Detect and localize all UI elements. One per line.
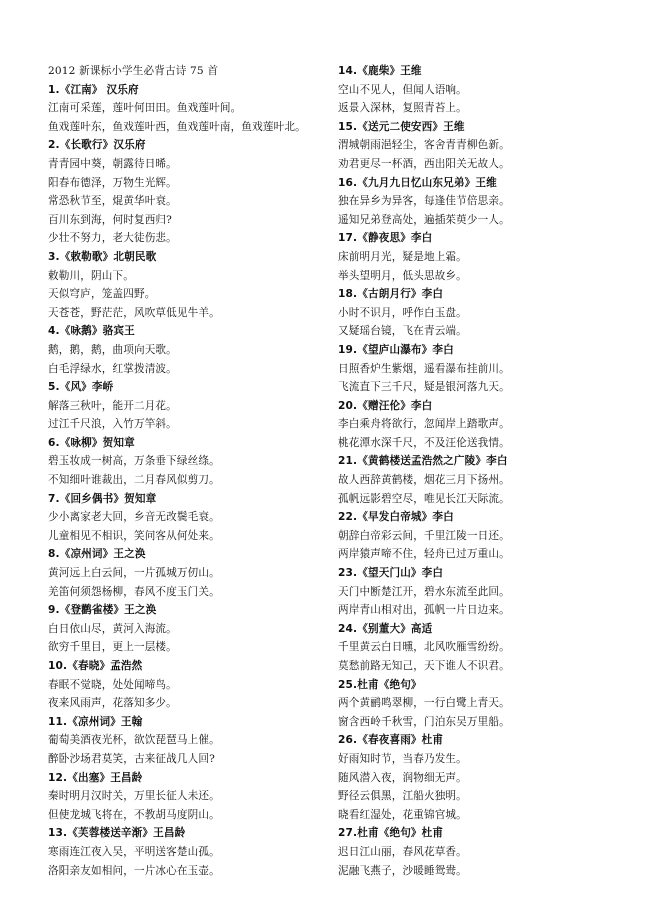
poem-line: 床前明月光，疑是地上霜。 [338, 250, 467, 263]
poem-heading: 4.《咏鹅》骆宾王 [48, 325, 135, 338]
poem-block [338, 62, 638, 118]
poem-line: 又疑瑶台镜，飞在青云端。 [338, 325, 467, 338]
poem-heading: 23.《望天门山》李白 [338, 567, 444, 580]
poem-heading: 2.《长歌行》汉乐府 [48, 139, 146, 152]
poem-block [338, 564, 638, 620]
poem-heading: 9.《登鹳雀楼》王之涣 [48, 604, 157, 617]
poem-heading: 3.《敕勒歌》北朝民歌 [48, 250, 157, 263]
poem-block [48, 824, 338, 880]
poem-line: 迟日江山丽，春风花草香。 [338, 845, 467, 858]
poem-block [48, 490, 338, 546]
poem-heading: 20.《赠汪伦》李白 [338, 399, 433, 412]
poem-line: 解落三秋叶，能开二月花。 [48, 399, 177, 412]
poem-heading: 12.《出塞》王昌龄 [48, 771, 143, 784]
poem-block [48, 322, 338, 378]
poem-line: 天门中断楚江开，碧水东流至此回。 [338, 585, 510, 598]
poem-heading: 26.《春夜喜雨》杜甫 [338, 734, 444, 747]
poem-line: 秦时明月汉时关，万里长征人未还。 [48, 790, 220, 803]
poem-heading: 10.《春晓》孟浩然 [48, 660, 143, 672]
poem-line: 劝君更尽一杯酒，西出阳关无故人。 [338, 157, 510, 170]
poem-block [48, 434, 338, 490]
poem-heading: 16.《九月九日忆山东兄弟》王维 [338, 176, 497, 189]
poem-heading: 7.《回乡偶书》贺知章 [48, 492, 157, 505]
poem-heading: 27.杜甫《绝句》杜甫 [338, 827, 444, 840]
poem-line: 羌笛何须怨杨柳，春风不度玉门关。 [48, 585, 220, 598]
poem-line: 朝辞白帝彩云间，千里江陵一日还。 [338, 529, 510, 542]
poem-line: 野径云俱黑，江船火独明。 [338, 790, 467, 803]
poem-line: 日照香炉生紫烟，遥看瀑布挂前川。 [338, 362, 510, 375]
poem-line: 白日依山尽，黄河入海流。 [48, 622, 177, 635]
poem-heading: 19.《望庐山瀑布》李白 [338, 343, 454, 356]
poem-heading: 5.《风》李峤 [48, 381, 114, 394]
poem-heading: 1.《江南》 汉乐府 [48, 83, 139, 96]
poem-block [338, 676, 638, 732]
poem-line: 晓看红湿处，花重锦官城。 [338, 808, 467, 821]
poem-line: 少壮不努力，老大徒伤悲。 [48, 232, 177, 245]
poem-heading: 24.《别董大》高适 [338, 622, 433, 635]
poem-block [338, 731, 638, 824]
poem-line: 白毛浮绿水，红掌拨清波。 [48, 362, 177, 375]
poem-line: 故人西辞黄鹤楼，烟花三月下扬州。 [338, 474, 510, 487]
poem-heading: 18.《古朗月行》李白 [338, 288, 444, 301]
poem-line: 春眠不觉晓，处处闻啼鸟。 [48, 678, 177, 691]
poem-block [338, 620, 638, 676]
poem-line: 两岸猿声啼不住，轻舟已过万重山。 [338, 548, 510, 561]
poem-line: 江南可采莲，莲叶何田田。鱼戏莲叶间。 [48, 102, 242, 115]
poem-line: 不知细叶谁裁出，二月春风似剪刀。 [48, 474, 220, 487]
poem-line: 千里黄云白日曛，北风吹雁雪纷纷。 [338, 641, 510, 654]
poem-heading: 15.《送元二使安西》王维 [338, 120, 465, 133]
poem-line: 寒雨连江夜入吴，平明送客楚山孤。 [48, 845, 220, 858]
poem-line: 孤帆远影碧空尽，唯见长江天际流。 [338, 492, 510, 505]
poem-line: 葡萄美酒夜光杯，欲饮琵琶马上催。 [48, 734, 220, 747]
poem-block [48, 248, 338, 322]
poem-line: 天似穹庐，笼盖四野。 [48, 288, 156, 301]
poem-line: 儿童相见不相识，笑问客从何处来。 [48, 529, 220, 542]
poem-heading: 8.《凉州词》王之涣 [48, 548, 146, 561]
poem-line: 桃花潭水深千尺，不及汪伦送我情。 [338, 436, 510, 449]
poem-block [338, 229, 638, 285]
poem-heading: 14.《鹿柴》王维 [338, 65, 422, 77]
poem-line: 遥知兄弟登高处，遍插茱萸少一人。 [338, 213, 510, 226]
poem-line: 欲穷千里目，更上一层楼。 [48, 641, 177, 654]
poem-line: 天苍苍，野茫茫，风吹草低见牛羊。 [48, 306, 220, 319]
poem-line: 百川东到海，何时复西归? [48, 213, 173, 226]
poem-block [338, 452, 638, 508]
poem-line: 窗含西岭千秋雪，门泊东吴万里船。 [338, 715, 510, 728]
poem-block [338, 341, 638, 397]
poem-line: 但使龙城飞将在，不教胡马度阴山。 [48, 808, 220, 821]
poem-heading: 25.杜甫《绝句》 [338, 678, 422, 691]
poem-block [48, 378, 338, 434]
poem-line: 青青园中葵，朝露待日晞。 [48, 157, 177, 170]
poem-line: 飞流直下三千尺，疑是银河落九天。 [338, 381, 510, 394]
poem-line: 渭城朝雨浥轻尘，客舍青青柳色新。 [338, 139, 510, 152]
poem-line: 好雨知时节，当春乃发生。 [338, 752, 467, 765]
right-column [338, 62, 638, 880]
poem-line: 李白乘舟将欲行，忽闻岸上踏歌声。 [338, 418, 510, 431]
poem-line: 鹅，鹅，鹅，曲项向天歌。 [48, 343, 177, 356]
poem-heading: 21.《黄鹤楼送孟浩然之广陵》李白 [338, 455, 508, 468]
poem-heading: 22.《早发白帝城》李白 [338, 511, 454, 524]
poem-line: 随风潜入夜，润物细无声。 [338, 771, 467, 784]
poem-line: 敕勒川，阴山下。 [48, 269, 134, 282]
poem-line: 鱼戏莲叶东，鱼戏莲叶西，鱼戏莲叶南，鱼戏莲叶北。 [48, 120, 306, 133]
poem-line: 过江千尺浪，入竹万竿斜。 [48, 418, 177, 431]
poem-line: 返景入深林，复照青苔上。 [338, 102, 467, 115]
poem-block [338, 824, 638, 880]
poem-block [48, 545, 338, 601]
poem-line: 阳春布德泽，万物生光辉。 [48, 176, 177, 189]
poem-heading: 6.《咏柳》贺知章 [48, 436, 135, 449]
poem-line: 少小离家老大回，乡音无改鬓毛衰。 [48, 511, 220, 524]
document-title: 2012 新课标小学生必背古诗 75 首 [48, 65, 219, 77]
poem-line: 独在异乡为异客，每逢佳节倍思亲。 [338, 195, 510, 208]
poem-block [48, 81, 338, 137]
poem-heading: 11.《凉州词》王翰 [48, 715, 143, 728]
poem-line: 黄河远上白云间，一片孤城万仞山。 [48, 567, 220, 580]
poem-line: 常恐秋节至，焜黄华叶衰。 [48, 195, 177, 208]
poem-line: 两个黄鹂鸣翠柳，一行白鹭上青天。 [338, 697, 510, 710]
poem-line: 两岸青山相对出，孤帆一片日边来。 [338, 604, 510, 617]
poem-line: 泥融飞燕子，沙暖睡鸳鸯。 [338, 864, 467, 877]
poem-line: 洛阳亲友如相问，一片冰心在玉壶。 [48, 864, 220, 877]
left-column [48, 62, 338, 880]
poem-block [338, 285, 638, 341]
poem-block [48, 136, 338, 248]
poem-line: 碧玉妆成一树高，万条垂下绿丝绦。 [48, 455, 220, 468]
poem-block [48, 657, 338, 713]
poem-heading: 13.《芙蓉楼送辛渐》王昌龄 [48, 827, 186, 840]
poem-line: 空山不见人，但闻人语响。 [338, 83, 467, 96]
poem-line: 莫愁前路无知己，天下谁人不识君。 [338, 660, 510, 672]
poem-line: 举头望明月，低头思故乡。 [338, 269, 467, 282]
poem-block [48, 769, 338, 825]
poem-block [338, 118, 638, 174]
poem-line: 小时不识月，呼作白玉盘。 [338, 306, 467, 319]
poem-block [338, 508, 638, 564]
poem-block [48, 713, 338, 769]
poem-heading: 17.《静夜思》李白 [338, 232, 433, 245]
poem-block [338, 174, 638, 230]
poem-line: 夜来风雨声，花落知多少。 [48, 697, 177, 710]
poem-block [48, 601, 338, 657]
poem-line: 醉卧沙场君莫笑，古来征战几人回? [48, 752, 215, 765]
poem-block [338, 397, 638, 453]
